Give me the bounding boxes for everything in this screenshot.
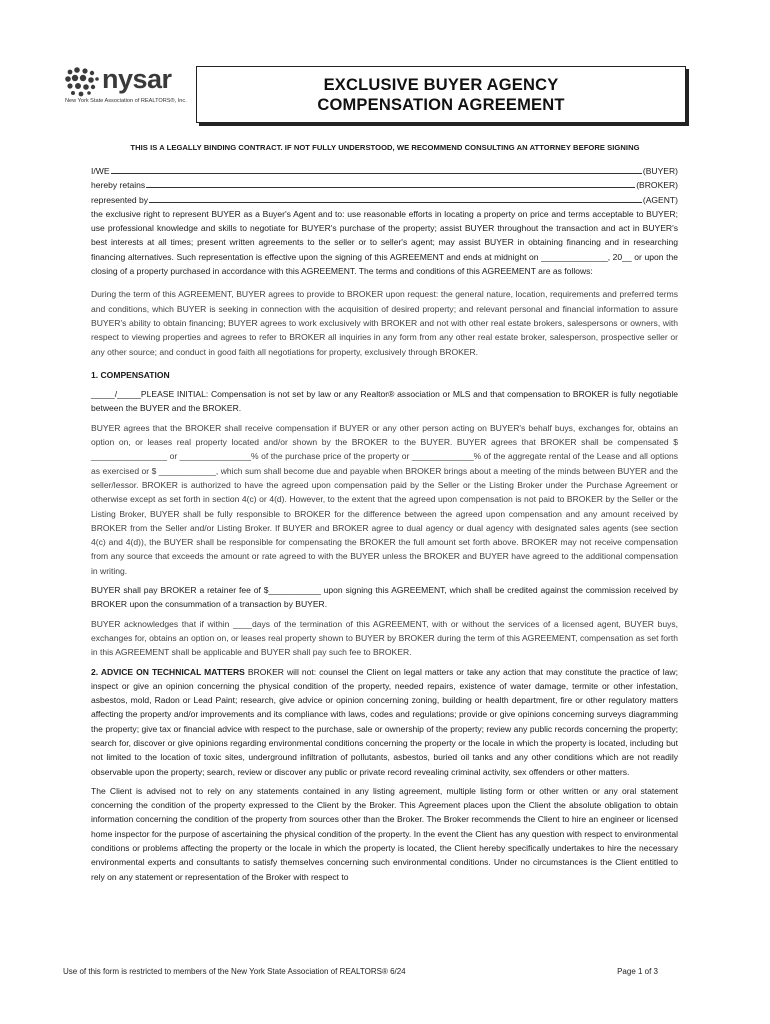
buyer-input-line[interactable] [111, 164, 642, 174]
document-title-line2: COMPENSATION AGREEMENT [317, 95, 565, 114]
section1-heading: 1. COMPENSATION [91, 369, 170, 380]
broker-role: (BROKER) [636, 180, 678, 191]
section2-body: BROKER will not: counsel the Client on legal matters or take any action that may constitute the practice of law; inspect or give an opinion concerning the physical condition of the property, needed repairs, existence of water damage, termite or other infestation, asbestos, mold, Radon or Lead Paint; research, give advice or opinion concerning zoning, building or health department, fire or other regulatory matters affecting the property and/or improvements and its compliance with laws, codes and regulations; provide or give opinions concerning surveys diagramming the property; give tax or financial advice with respect to the purchase, sale or ownership of the property; review any public records concerning the property; search for, discover or give opinions regarding environmental conditions concerning the property or the locale in which the property is located, including but not limited to the location of toxic sites, underground infiltration of pollutants, asbestos, buried oil tanks and any other conditions which are not readily observable upon the property; search, review or discover any public or private record revealing criminal activity, sex offenders or other matters. [91, 666, 678, 777]
acknowledges-paragraph: BUYER acknowledges that if within ____days of the termination of this AGREEMENT, with or without the services of a licensed agent, BUYER buys, exchanges for, obtains an option on, or leases real property shown to BUYER by BROKER during the term of this AGREEMENT, compensation as set forth in this AGREEMENT shall be applicable and BUYER shall pay such fee to BROKER. [91, 618, 678, 658]
nysar-logo [64, 66, 194, 108]
retainer-paragraph: BUYER shall pay BROKER a retainer fee of $___________ upon signing this AGREEMENT, which shall be credited against the commission received by BROKER upon the consummation of a transaction by BUYER. [91, 585, 678, 610]
buyer-role: (BUYER) [642, 166, 678, 176]
compensation-paragraph: BUYER agrees that the BROKER shall receive compensation if BUYER or any other person acting on BUYER's behalf buys, exchanges for, obtains an option on, or leases real property located and/or shown by the BROKER to the BUYER. BUYER agrees that BROKER shall be compensated $ ________________ or _______________% of the purchase price of the property or _____________% of the aggregate rental of the Lease and all options as exercised or $ ____________, which sum shall become due and payable when BROKER brings about a meeting of the minds between BUYER and the seller/lessor. BROKER is authorized to have the agreed upon compensation paid by the Seller or the Listing Broker under the Purchase Agreement or otherwise except as set forth in section 4(c) or 4(d). However, to the extent that the agreed upon compensation is not paid to BROKER by the Seller or the Listing Broker, BUYER shall be fully responsible to BROKER for the difference between the agreed upon compensation and any amount received by BROKER from the Seller and/or Listing Broker. If BUYER and BROKER agree to dual agency or dual agency with designated sales agents (see section 4(c) and 4(d)), the BUYER shall be responsible for compensating the BROKER the full amount set forth above. BROKER may not receive compensation from any source that exceeds the amount or rate agreed to with the BUYER unless the BROKER and BUYER have agreed to the additional compensation in writing. [91, 422, 678, 576]
initial-paragraph: _____/_____PLEASE INITIAL: Compensation is not set by law or any Realtor® association or MLS and that compensation to BROKER is fully negotiable between the BUYER and the BROKER. [91, 389, 678, 414]
broker-label: hereby retains [91, 180, 146, 191]
section2-paragraph [91, 665, 678, 779]
footer-usage-note: Use of this form is restricted to members of the New York State Association of REALTORS® 6/24 [63, 967, 406, 976]
logo-subtitle: New York State Association of REALTORS®, Inc. [65, 98, 187, 104]
broker-input-line[interactable] [146, 178, 635, 188]
buyer-label: I/WE [91, 166, 110, 176]
advised-paragraph: The Client is advised not to rely on any statements contained in any listing agreement, multiple listing form or other written or any oral statement concerning the condition of the property expressed to the Client by the Broker. This Agreement places upon the Client the absolute obligation to obtain information concerning the condition of the property from sources other than the Broker. The Broker recommends the Client to hire an engineer or licensed home inspector for the purpose of ascertaining the physical condition of the property. In the event the Client has any question with respect to environmental conditions or problems affecting the property or the locale in which the property is located, the Client hereby specifically undertakes to hire the necessary environmental experts and consultants to satisfy themselves concerning such environmental conditions. Under no circumstances is the Client entitled to rely on any statement or representation of the Broker with respect to [91, 785, 678, 882]
broker-field-row [91, 178, 678, 192]
logo-mark-icon [64, 66, 100, 98]
document-title-box [196, 66, 686, 123]
logo-wordmark: nysar [102, 64, 172, 94]
term-paragraph: During the term of this AGREEMENT, BUYER agrees to provide to BROKER upon request: the general nature, location, requirements and preferred terms and conditions, which BUYER is seeking in connection with the acquisition of desired property; and relevant personal and financial information to assure BUYER's ability to obtain financing; BUYER agrees to work exclusively with BROKER and not with other real estate brokers, salespersons or owners, with respect to viewing properties and agrees to refer to BROKER all inquiries in any form from any other real estate broker, salesperson, prospective seller or any other source; and conduct in good faith all negotiations for property, exclusively through BROKER. [91, 289, 678, 357]
section2-heading: 2. ADVICE ON TECHNICAL MATTERS [91, 666, 245, 677]
buyer-field-row [91, 164, 678, 178]
legal-notice: THIS IS A LEGALLY BINDING CONTRACT. IF NOT FULLY UNDERSTOOD, WE RECOMMEND CONSULTING AN ATTORNEY BEFORE SIGNING [130, 143, 640, 152]
intro-paragraph: the exclusive right to represent BUYER as a Buyer's Agent and to: use reasonable efforts in locating a property on price and terms acceptable to BUYER; use professional knowledge and skills to negotiate for BUYER's purchase of the property; assist BUYER throughout the transaction and act in BUYER's best interests at all times; present written agreements to the seller or to seller's agent; may assist BUYER in obtaining financing and in researching financing alternatives. Such representation is effective upon the signing of this AGREEMENT and ends at midnight on ______________, 20__ or upon the closing of a property purchased in accordance with this AGREEMENT. The terms and conditions of this AGREEMENT are as follows: [91, 208, 678, 277]
agent-role: (AGENT) [642, 194, 678, 205]
document-title-line1: EXCLUSIVE BUYER AGENCY [323, 75, 559, 94]
document-body [91, 164, 678, 884]
agent-label: represented by [91, 194, 149, 205]
page-number: Page 1 of 3 [617, 967, 658, 976]
agent-input-line[interactable] [149, 193, 642, 203]
agent-field-row [91, 193, 678, 207]
